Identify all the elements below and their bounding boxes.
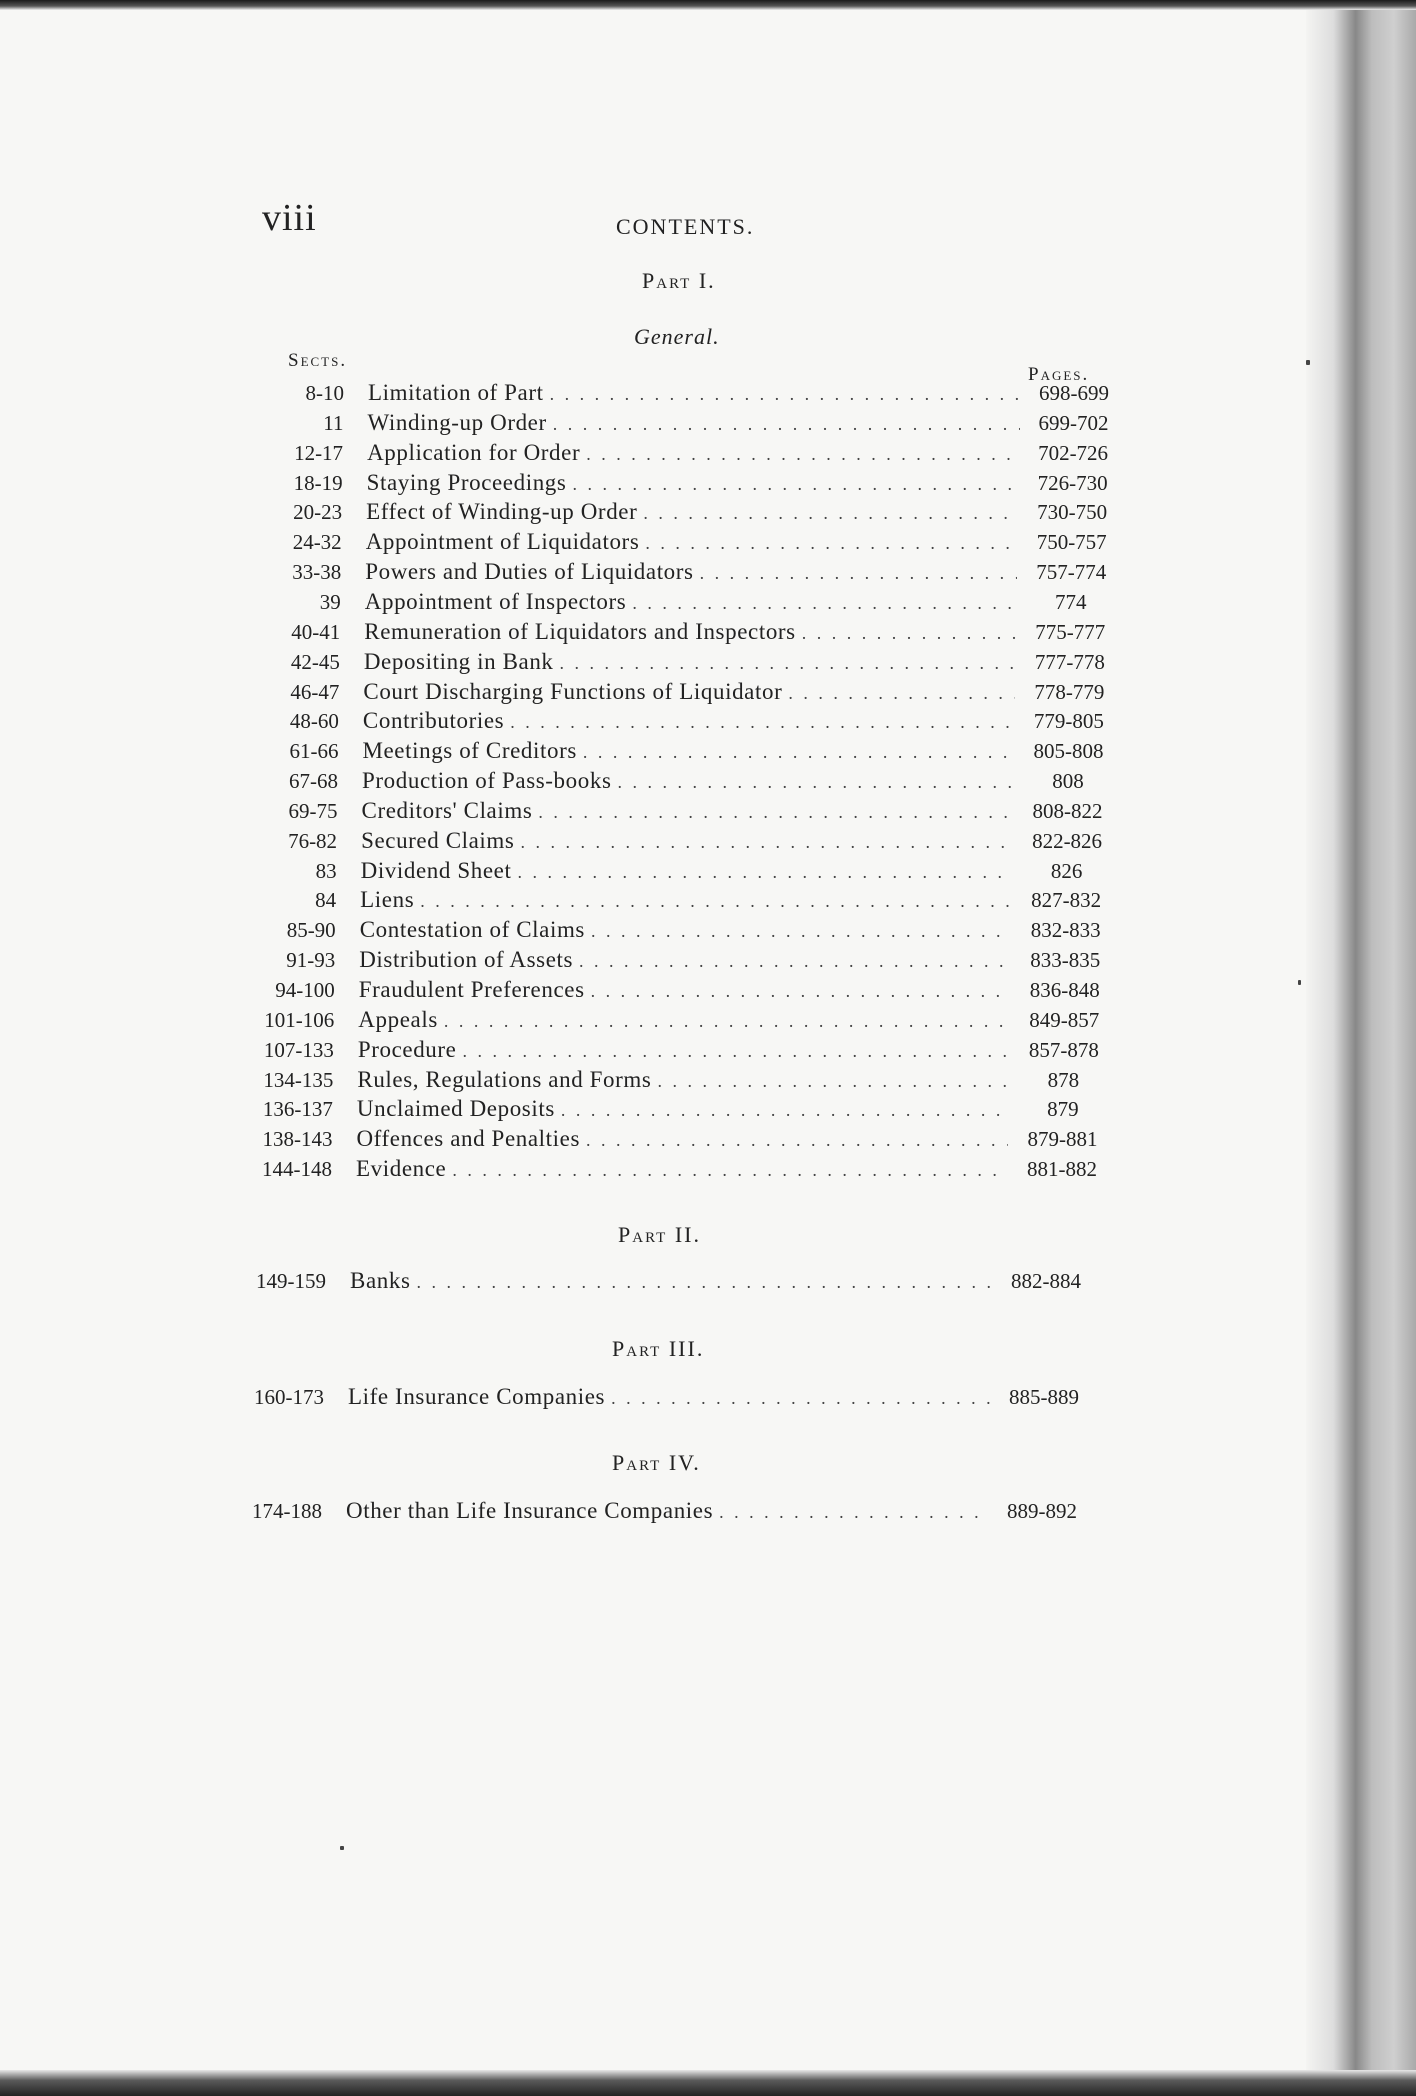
toc-section-range: 94-100 bbox=[275, 978, 335, 1002]
toc-page-range: 726-730 bbox=[1037, 470, 1108, 495]
toc-row bbox=[241, 1065, 1111, 1095]
toc-section-range: 46-47 bbox=[290, 679, 340, 704]
toc-section-range: 20-23 bbox=[293, 500, 343, 525]
toc-row bbox=[246, 796, 1116, 826]
toc-entry-title: Rules, Regulations and Forms bbox=[357, 1066, 652, 1092]
toc-entry-title: Procedure bbox=[357, 1036, 457, 1062]
dot-leader bbox=[538, 797, 1013, 827]
dot-leader bbox=[417, 1267, 993, 1297]
toc-page-range: 698-699 bbox=[1039, 381, 1109, 405]
part-heading: Part II. bbox=[618, 1222, 701, 1247]
toc-entry-title: Liens bbox=[360, 887, 415, 913]
toc-section-range: 48-60 bbox=[289, 709, 339, 734]
scan-speck bbox=[1306, 360, 1310, 365]
toc-page-range: 777-778 bbox=[1034, 649, 1105, 674]
toc-row bbox=[252, 378, 1122, 408]
toc-entry-title: Winding-up Order bbox=[367, 409, 547, 435]
toc-row bbox=[242, 1005, 1112, 1035]
toc-entry-title: Life Insurance Companies bbox=[348, 1384, 606, 1409]
toc-page-range: 849-857 bbox=[1029, 1007, 1100, 1032]
dot-leader bbox=[517, 857, 1012, 887]
toc-section-range: 83 bbox=[315, 858, 337, 883]
toc-section-range: 85-90 bbox=[286, 918, 336, 943]
toc-row bbox=[252, 408, 1122, 438]
page-number: viii bbox=[262, 197, 317, 239]
dot-leader bbox=[572, 469, 1018, 499]
section-subheading: General. bbox=[634, 324, 720, 349]
dot-leader bbox=[583, 737, 1015, 767]
toc-page-range: 826 bbox=[1050, 858, 1083, 883]
toc-entry-title: Unclaimed Deposits bbox=[356, 1096, 555, 1122]
dot-leader bbox=[632, 588, 1016, 618]
toc-page-range: 879 bbox=[1047, 1097, 1079, 1122]
toc-row bbox=[248, 617, 1118, 647]
toc-row bbox=[241, 1094, 1111, 1124]
toc-page-range: 889-892 bbox=[1007, 1499, 1077, 1523]
toc-page-range: 757-774 bbox=[1036, 560, 1107, 585]
dot-leader bbox=[550, 379, 1020, 409]
part-heading: Part III. bbox=[612, 1336, 705, 1361]
toc-row bbox=[240, 1124, 1110, 1154]
dot-leader bbox=[420, 886, 1012, 916]
dot-leader bbox=[560, 648, 1016, 678]
toc-page-range: 779-805 bbox=[1033, 709, 1104, 734]
toc-entry-title: Effect of Winding-up Order bbox=[366, 499, 638, 525]
toc-page-range: 808 bbox=[1052, 769, 1084, 794]
toc-section-range: 160-173 bbox=[254, 1385, 324, 1409]
dot-leader bbox=[586, 439, 1019, 469]
toc-section-range: 61-66 bbox=[289, 739, 339, 764]
toc-section-range: 136-137 bbox=[262, 1097, 333, 1122]
toc-section-range: 40-41 bbox=[291, 619, 341, 644]
scan-top-edge bbox=[0, 0, 1416, 10]
toc-entry-title: Production of Pass-books bbox=[362, 768, 612, 794]
toc-entry-title: Appointment of Liquidators bbox=[365, 529, 640, 555]
toc-section-range: 33-38 bbox=[292, 560, 342, 585]
toc-row bbox=[246, 766, 1116, 796]
dot-leader bbox=[591, 976, 1011, 1006]
toc-page-range: 885-889 bbox=[1009, 1385, 1079, 1409]
toc-row bbox=[244, 885, 1114, 915]
toc-row bbox=[249, 557, 1119, 587]
toc-section-range: 138-143 bbox=[262, 1127, 333, 1152]
dot-leader bbox=[553, 409, 1020, 439]
running-head: CONTENTS. bbox=[616, 214, 755, 239]
toc-page-range: 833-835 bbox=[1030, 948, 1101, 973]
toc-section-range: 18-19 bbox=[293, 470, 343, 495]
toc-page-range: 750-757 bbox=[1036, 530, 1107, 555]
toc-row bbox=[250, 497, 1120, 527]
toc-section-range: 39 bbox=[319, 589, 341, 614]
toc-entry-title: Banks bbox=[350, 1268, 411, 1293]
toc-page-range: 879-881 bbox=[1027, 1127, 1098, 1152]
toc-entry-title: Depositing in Bank bbox=[363, 648, 554, 674]
toc-section-range: 8-10 bbox=[305, 381, 344, 405]
part-heading: Part I. bbox=[642, 268, 716, 293]
toc-row bbox=[234, 1266, 1094, 1296]
toc-entry-title: Remuneration of Liquidators and Inspectors bbox=[364, 618, 796, 644]
column-header-pages: Pages. bbox=[1028, 364, 1090, 385]
dot-leader bbox=[611, 1383, 990, 1413]
toc-row bbox=[245, 856, 1115, 886]
toc-entry-title: Limitation of Part bbox=[368, 380, 544, 405]
toc-row bbox=[243, 945, 1113, 975]
toc-section-range: 24-32 bbox=[292, 530, 342, 555]
toc-row bbox=[247, 706, 1117, 736]
toc-page-range: 836-848 bbox=[1029, 978, 1100, 1002]
dot-leader bbox=[462, 1036, 1009, 1066]
toc-entry-title: Application for Order bbox=[367, 439, 581, 465]
toc-row bbox=[232, 1382, 1092, 1412]
toc-entry-title: Creditors' Claims bbox=[361, 797, 533, 823]
toc-page-range: 822-826 bbox=[1032, 828, 1103, 853]
toc-entry-title: Dividend Sheet bbox=[360, 857, 512, 883]
toc-entry-title: Powers and Duties of Liquidators bbox=[365, 559, 694, 585]
scan-right-edge bbox=[1306, 10, 1416, 2070]
dot-leader bbox=[444, 1006, 1010, 1036]
toc-row bbox=[248, 647, 1118, 677]
toc-page-range: 881-882 bbox=[1027, 1157, 1097, 1182]
toc-section-range: 76-82 bbox=[288, 828, 338, 853]
toc-page-range: 857-878 bbox=[1028, 1037, 1099, 1062]
toc-section-range: 67-68 bbox=[289, 769, 338, 794]
toc-entry-title: Offences and Penalties bbox=[356, 1126, 580, 1152]
toc-row bbox=[242, 1035, 1112, 1065]
toc-row bbox=[249, 587, 1119, 617]
toc-row bbox=[243, 975, 1113, 1005]
toc-entry-title: Court Discharging Functions of Liquidator bbox=[363, 678, 783, 704]
toc-page-range: 702-726 bbox=[1038, 440, 1109, 465]
toc-section-range: 144-148 bbox=[262, 1157, 332, 1182]
toc-page-range: 832-833 bbox=[1030, 918, 1101, 943]
toc-page-range: 774 bbox=[1055, 589, 1087, 614]
toc-page-range: 827-832 bbox=[1031, 888, 1102, 913]
part-heading: Part IV. bbox=[612, 1450, 701, 1475]
toc-entry-title: Appointment of Inspectors bbox=[364, 588, 627, 614]
toc-section-range: 91-93 bbox=[286, 948, 336, 973]
dot-leader bbox=[657, 1066, 1009, 1096]
toc-section-range: 42-45 bbox=[290, 649, 340, 674]
toc-section-range: 134-135 bbox=[263, 1067, 334, 1092]
toc-entry-title: Distribution of Assets bbox=[359, 947, 574, 973]
column-header-sects: Sects. bbox=[288, 350, 348, 371]
toc-page-range: 882-884 bbox=[1011, 1269, 1081, 1293]
dot-leader bbox=[561, 1095, 1009, 1125]
toc-entry-title: Evidence bbox=[356, 1156, 447, 1182]
toc-page-range: 808-822 bbox=[1032, 798, 1103, 823]
toc-entry-title: Meetings of Creditors bbox=[362, 738, 577, 764]
toc-page-range: 778-779 bbox=[1034, 679, 1105, 704]
toc-section-range: 84 bbox=[315, 888, 337, 913]
dot-leader bbox=[452, 1155, 1008, 1185]
toc-section-range: 107-133 bbox=[263, 1037, 334, 1062]
toc-page-range: 699-702 bbox=[1038, 410, 1109, 435]
dot-leader bbox=[788, 678, 1015, 708]
dot-leader bbox=[700, 558, 1018, 588]
toc-entry-title: Staying Proceedings bbox=[366, 469, 567, 495]
toc-section-range: 11 bbox=[323, 410, 344, 435]
toc-section-range: 101-106 bbox=[264, 1007, 335, 1032]
toc-entry-title: Contributories bbox=[362, 708, 505, 734]
toc-row bbox=[244, 915, 1114, 945]
dot-leader bbox=[643, 498, 1018, 528]
toc-entry-title: Contestation of Claims bbox=[359, 917, 585, 943]
toc-page-range: 730-750 bbox=[1037, 500, 1108, 525]
dot-leader bbox=[719, 1497, 988, 1527]
toc-section-range: 69-75 bbox=[288, 798, 338, 823]
toc-section-range: 174-188 bbox=[252, 1499, 322, 1523]
toc-page-range: 805-808 bbox=[1033, 739, 1104, 764]
toc-entry-title: Secured Claims bbox=[361, 827, 515, 853]
toc-row bbox=[247, 677, 1117, 707]
dot-leader bbox=[510, 707, 1015, 737]
scan-speck bbox=[340, 1846, 344, 1850]
toc-row bbox=[230, 1496, 1090, 1526]
scan-bottom-edge bbox=[0, 2070, 1416, 2096]
toc-row bbox=[250, 527, 1120, 557]
toc-section-range: 149-159 bbox=[256, 1269, 326, 1293]
toc-page-range: 775-777 bbox=[1035, 619, 1106, 644]
toc-entry-title: Fraudulent Preferences bbox=[358, 977, 585, 1002]
toc-row bbox=[246, 736, 1116, 766]
toc-entry-title: Appeals bbox=[358, 1006, 438, 1032]
toc-page-range: 878 bbox=[1047, 1067, 1080, 1092]
dot-leader bbox=[586, 1125, 1008, 1155]
toc-section-range: 12-17 bbox=[294, 440, 344, 465]
toc-row bbox=[251, 468, 1121, 498]
toc-entry-title: Other than Life Insurance Companies bbox=[346, 1498, 714, 1523]
toc-row bbox=[251, 438, 1121, 468]
dot-leader bbox=[591, 916, 1012, 946]
dot-leader bbox=[579, 946, 1011, 976]
toc-row bbox=[240, 1154, 1110, 1184]
dot-leader bbox=[618, 767, 1014, 797]
dot-leader bbox=[645, 528, 1017, 558]
scan-speck bbox=[1298, 980, 1301, 985]
dot-leader bbox=[802, 618, 1017, 648]
toc-row bbox=[245, 826, 1115, 856]
dot-leader bbox=[520, 827, 1013, 857]
